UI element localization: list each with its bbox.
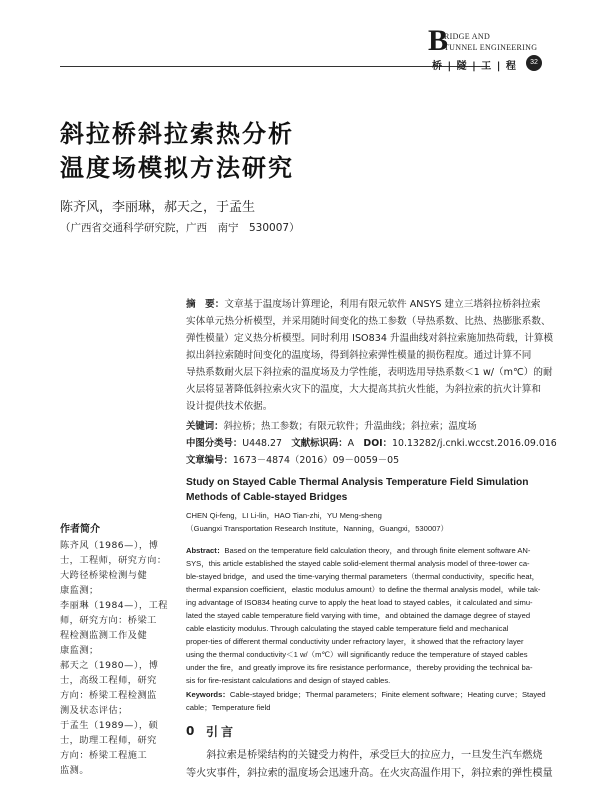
bio-line: 李丽琳（1984—），工程: [60, 600, 168, 611]
bio-line: 监测。: [60, 765, 90, 776]
journal-brand-line2: TUNNEL ENGINEERING: [444, 43, 538, 52]
abstract-en-line: cable elasticity modulus. Through calculating the stayed cable temperature field and mechanical: [186, 624, 509, 633]
bio-line: 陈齐风（1986—），博: [60, 540, 159, 551]
abstract-en-line: ble-stayed bridge，and used the time-varying thermal parameters（thermal conductivity，specific heat，: [186, 572, 540, 581]
bio-line: 康监测；: [60, 585, 99, 596]
abstract-zh-line: 摘 要：文章基于温度场计算理论，利用有限元软件 ANSYS 建立三塔斜拉桥斜拉索: [186, 299, 541, 310]
english-title-line1: Study on Stayed Cable Thermal Analysis Temperature Field Simulation: [186, 477, 529, 488]
journal-brand-line1: RIDGE AND: [444, 32, 491, 41]
bio-line: 士，工程师，研究方向：: [60, 555, 167, 566]
authors: 陈齐风，李丽琳，郝天之，于孟生: [60, 200, 256, 215]
header-rule: [60, 66, 490, 67]
bio-line: 士，高级工程师，研究: [60, 675, 157, 686]
english-title-line2: Methods of Cable-stayed Bridges: [186, 492, 348, 503]
section-title: 引言: [206, 725, 237, 739]
keywords-en: Keywords：Cable-stayed bridge；Thermal parameters；Finite element software；Heating curve；Stayed: [186, 690, 546, 699]
abstract-en-line: ing advantage of ISO834 heating curve to apply the heat load to stayed cables，it calculated and simu-: [186, 598, 533, 607]
section-number: 0: [186, 724, 195, 738]
bio-heading: 作者简介: [60, 524, 100, 535]
bio-line: 于孟生（1989—），硕: [60, 720, 159, 731]
english-authors: CHEN Qi-feng，LI Li-lin，HAO Tian-zhi，YU Meng-sheng: [186, 511, 382, 520]
page-title-line1: 斜拉桥斜拉索热分析: [60, 120, 294, 148]
journal-badge: 32: [526, 55, 542, 71]
bio-line: 康监测；: [60, 645, 99, 656]
abstract-en-label: Abstract：: [186, 546, 225, 555]
body-paragraph-line: 斜拉索是桥梁结构的关键受力构件，承受巨大的拉应力，一旦发生汽车燃烧: [186, 750, 543, 761]
abstract-en-line: under the fire，and greatly improve its fire resistance performance，thereby providing the technical ba-: [186, 663, 533, 672]
abstract-zh-line: 实体单元热分析模型，并采用随时间变化的热工参数（导热系数、比热、热膨胀系数、: [186, 316, 551, 327]
english-affiliation: （Guangxi Transportation Research Institute，Nanning，Guangxi，530007）: [186, 524, 449, 533]
bio-line: 郝天之（1980—），博: [60, 660, 159, 671]
abstract-zh-line: 拟出斜拉索随时间变化的温度场，得到斜拉索弹性模量的损伤程度。通过计算不同: [186, 350, 532, 361]
keywords-zh: 关键词：斜拉桥；热工参数；有限元软件；升温曲线；斜拉索；温度场: [186, 421, 477, 432]
bio-line: 士，助理工程师，研究: [60, 735, 157, 746]
abstract-en-line: proper-ties of different thermal conductivity under refractory layer，it showed that the refractory layer: [186, 637, 524, 646]
abstract-en-line: thermal expansion coefficient，elastic modulus amount）to define the thermal analysis model，while tak-: [186, 585, 541, 594]
journal-brand-letter: B: [428, 24, 449, 57]
abstract-zh-line: 火层将显著降低斜拉索火灾下的温度，大大提高其抗火性能，为斜拉索的抗火计算和: [186, 384, 541, 395]
bio-line: 方向：桥梁工程施工: [60, 750, 148, 761]
page-title-line2: 温度场模拟方法研究: [60, 154, 294, 182]
affiliation: （广西省交通科学研究院，广西 南宁 530007）: [60, 222, 300, 234]
bio-line: 大跨径桥梁检测与健: [60, 570, 148, 581]
article-number: 文章编号：1673－4874（2016）09－0059－05: [186, 455, 400, 466]
abstract-en-line: using the thermal conductivity＜1 w/（m℃）will significantly reduce the temperature of stayed cables: [186, 650, 528, 659]
abstract-en-line: sis for fire-resistant calculations and design of stayed cables.: [186, 676, 391, 685]
bio-line: 测及状态评估；: [60, 705, 128, 716]
abstract-zh-line: 导热系数耐火层下斜拉索的温度场及力学性能，表明选用导热系数＜1 w/（m℃）的耐: [186, 367, 553, 378]
bio-line: 程检测监测工作及健: [60, 630, 148, 641]
abstract-en-line: Abstract：Based on the temperature field calculation theory，and through finite element software AN-: [186, 546, 531, 555]
abstract-en-line: SYS，this article established the stayed cable solid-element thermal analysis model of three-tower ca-: [186, 559, 530, 568]
abstract-zh-label: 摘 要：: [186, 299, 225, 310]
abstract-zh-line: 弹性模量）定义热分析模型。同时利用 ISO834 升温曲线对斜拉索施加热荷载，计算模: [186, 333, 554, 344]
bio-line: 师，研究方向：桥梁工: [60, 615, 157, 626]
abstract-en-line: lated the stayed cable temperature field varying with time，and obtained the damage degree of stayed: [186, 611, 531, 620]
journal-brand-cn: 桥 | 隧 | 工 | 程: [432, 61, 517, 72]
body-paragraph-line: 等火灾事件，斜拉索的温度场会迅速升高。在火灾高温作用下，斜拉索的弹性模量: [186, 768, 553, 779]
bio-line: 方向：桥梁工程检测监: [60, 690, 157, 701]
keywords-en-cont: cable；Temperature field: [186, 703, 271, 712]
abstract-zh-line: 设计提供技术依据。: [186, 401, 273, 412]
classification-line: 中图分类号：U448.27 文献标识码：A DOI：10.13282/j.cnki.wccst.2016.09.016: [186, 438, 557, 449]
